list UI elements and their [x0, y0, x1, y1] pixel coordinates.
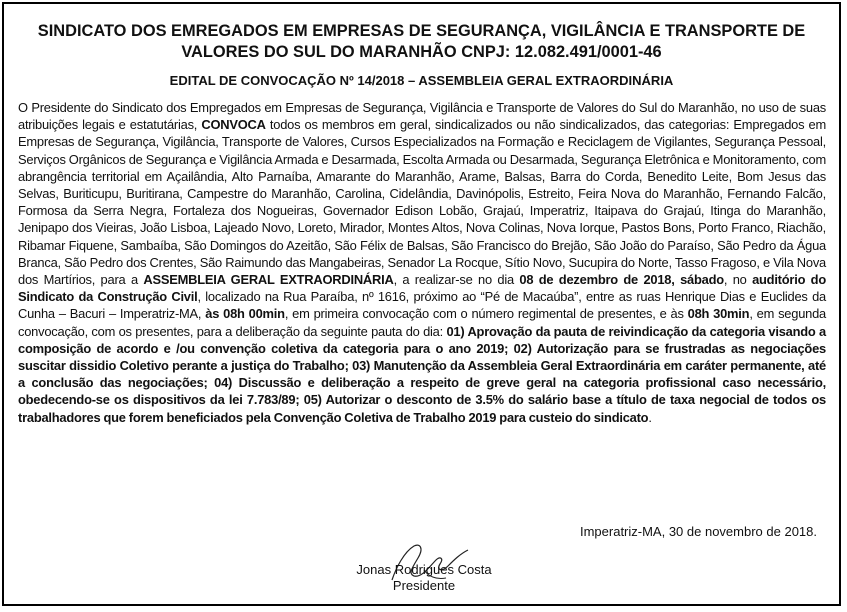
assembly-venue: auditório do Sindicato da Construção Civil [18, 272, 826, 305]
body-text-categories: todos os membros em geral, sindicalizados ou não sindicalizados, das categorias: Empregados em Empresas de Segurança, Vigilância, Transporte de Valores, Cursos Especializados na Formação e Reciclagem de Vigilantes, Segurança Pessoal, Serviços Orgânicos de Segurança e Vigilância Armada e Desarmada, Escolta Armada ou Desarmada, Segurança Eletrônica e Monitoramento, com abrangência territorial em Açailândia, Alto Parnaíba, Amarante do Maranhão, Arame, Balsas, Barra do Corda, Benedito Leite, Bom Jesus das Selvas, Buriticupu, Buritirana, Campestre do Maranhão, Carolina, Cidelândia, Davinópolis, Estreito, Feira Nova do Maranhão, Fernando Falcão, Formosa da Serra Negra, Fortaleza dos Nogueiras, Governador Edison Lobão, Grajaú, Imperatriz, Itaipava do Grajaú, Itinga do Maranhão, Jenipapo dos Vieiras, João Lisboa, Lajeado Novo, Loreto, Mirador, Montes Altos, Nova Colinas, Nova Iorque, Pastos Bons, Porto Franco, Riachão, Ribamar Fiquene, Sambaíba, São Domingos do Azeitão, São Félix de Balsas, São Francisco do Brejão, São João do Paraíso, São Pedro da Água Branca, São Pedro dos Crentes, São Raimundo das Mangabeiras, Senador La Rocque, Sítio Novo, Sucupira do Norte, Tasso Fragoso, e Vila Nova dos Martírios, para a [18, 117, 826, 288]
body-text-address: , localizado na Rua Paraíba, nº 1616, próximo ao “Pé de Macaúba”, entre as ruas Henrique Dias e Euclides da Cunha – Bacuri – Imperatriz-MA, [18, 289, 826, 322]
body-text-first-call: , em primeira convocação com o número regimental de presentes, e às [284, 306, 688, 322]
document-frame [2, 2, 841, 606]
document-title: SINDICATO DOS EMREGADOS EM EMPRESAS DE SEGURANÇA, VIGILÂNCIA E TRANSPORTE DE VALORES DO SUL DO MARANHÃO CNPJ: 12.082.491/0001-46 [37, 22, 806, 61]
body-text-end: . [648, 409, 652, 425]
body-text-venue-intro: , no [723, 272, 753, 288]
convoca-keyword: CONVOCA [201, 117, 266, 133]
signatory-name: Jonas Rodrigues Costa [356, 562, 492, 577]
first-call-time: às 08h 00min [205, 306, 285, 322]
assembly-date: 08 de dezembro de 2018, sábado [519, 272, 724, 288]
document-body [18, 99, 826, 426]
second-call-time: 08h 30min [687, 306, 750, 322]
edital-heading: EDITAL DE CONVOCAÇÃO Nº 14/2018 – ASSEMBLEIA GERAL EXTRAORDINÁRIA [169, 73, 674, 88]
agenda-items: 01) Aprovação da pauta de reivindicação da categoria visando a composição de acordo e /ou convenção coletiva da categoria para o ano 2019; 02) Autorização para se frustradas as negociações suscitar dissidio Coletivo perante a justiça do Trabalho; 03) Manutenção da Assembleia Geral Extraordinária em caráter permanente, até a conclusão das negociações; 04) Discussão e deliberação a respeito de greve geral na categoria profissional caso necessário, obedecendo-se os dispositivos da lei 7.783/89; 05) Autorizar o desconto de 3.5% do salário base a título de taxa negocial de todos os trabalhadores que forem beneficiados pela Convenção Coletiva de Trabalho 2019 para custeio do sindicato [18, 323, 826, 425]
signatory-role: Presidente [392, 578, 456, 593]
assembly-name: ASSEMBLEIA GERAL EXTRAORDINÁRIA [143, 272, 394, 288]
place-and-date: Imperatriz-MA, 30 de novembro de 2018. [579, 524, 817, 539]
body-text-second-call: , em segunda convocação, com os presentes, para a deliberação da seguinte pauta do dia: [18, 306, 827, 339]
body-text-intro: O Presidente do Sindicato dos Empregados em Empresas de Segurança, Vigilância e Transporte de Valores do Sul do Maranhão, no uso de suas atribuições legais e estatutárias, [18, 100, 826, 133]
body-text-date-intro: , a realizar-se no dia [393, 272, 520, 288]
